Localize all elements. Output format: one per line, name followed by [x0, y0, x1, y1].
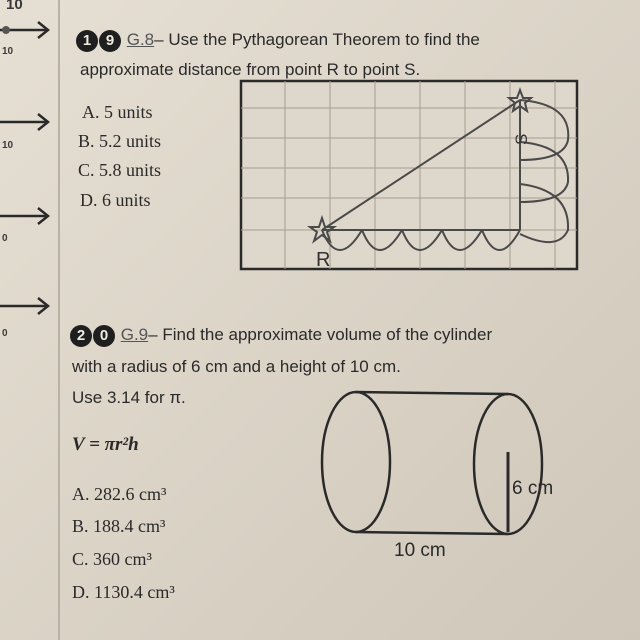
margin-tick-3: 0: [2, 233, 8, 244]
q20-badge-digit-2: 0: [93, 325, 115, 347]
q20-option-d[interactable]: D. 1130.4 cm³: [72, 582, 175, 602]
q20-standard: G.9: [120, 325, 149, 344]
q20-cylinder-figure: [318, 388, 598, 568]
margin-top-number: 10: [6, 0, 23, 13]
q20-height-label: 6 cm: [512, 478, 554, 499]
q19-standard: G.8: [126, 30, 155, 49]
q20-question-text-2: with a radius of 6 cm and a height of 10 cm.: [72, 357, 401, 376]
q19-grid-figure: [240, 80, 580, 270]
q19-option-b[interactable]: B. 5.2 units: [78, 131, 162, 151]
q20-length-label: 10 cm: [394, 540, 446, 561]
q19-question-text-2: approximate distance from point R to point S.: [80, 60, 421, 79]
q20-option-a[interactable]: A. 282.6 cm³: [72, 484, 167, 504]
q20-formula: V = πr²h: [72, 434, 139, 455]
q20-option-c[interactable]: C. 360 cm³: [72, 549, 152, 569]
q19-dash: –: [154, 30, 164, 49]
q20-badge-digit-1: 2: [70, 325, 92, 347]
q19-label-s: S: [512, 133, 531, 145]
q20-question-text-3: Use 3.14 for π.: [72, 388, 186, 407]
q19-label-r: R: [316, 249, 331, 271]
q20-option-b[interactable]: B. 188.4 cm³: [72, 516, 166, 536]
q19-badge-digit-2: 9: [99, 30, 121, 52]
q19-question-text-1: Use the Pythagorean Theorem to find the: [168, 30, 480, 49]
q19-option-c[interactable]: C. 5.8 units: [78, 160, 162, 180]
margin-tick-2: 10: [2, 140, 14, 151]
q20-question-text-1: Find the approximate volume of the cylinder: [162, 325, 493, 344]
margin-tick-1: 10: [2, 46, 14, 57]
q19-badge-digit-1: 1: [76, 30, 98, 52]
q19-option-a[interactable]: A. 5 units: [82, 102, 153, 122]
margin-tick-4: 0: [2, 328, 8, 339]
q19-line1: [76, 30, 480, 52]
margin-arrows: [0, 18, 60, 348]
q20-dash: –: [148, 325, 158, 344]
q19-option-d[interactable]: D. 6 units: [80, 190, 151, 210]
q20-line1: [70, 325, 492, 347]
